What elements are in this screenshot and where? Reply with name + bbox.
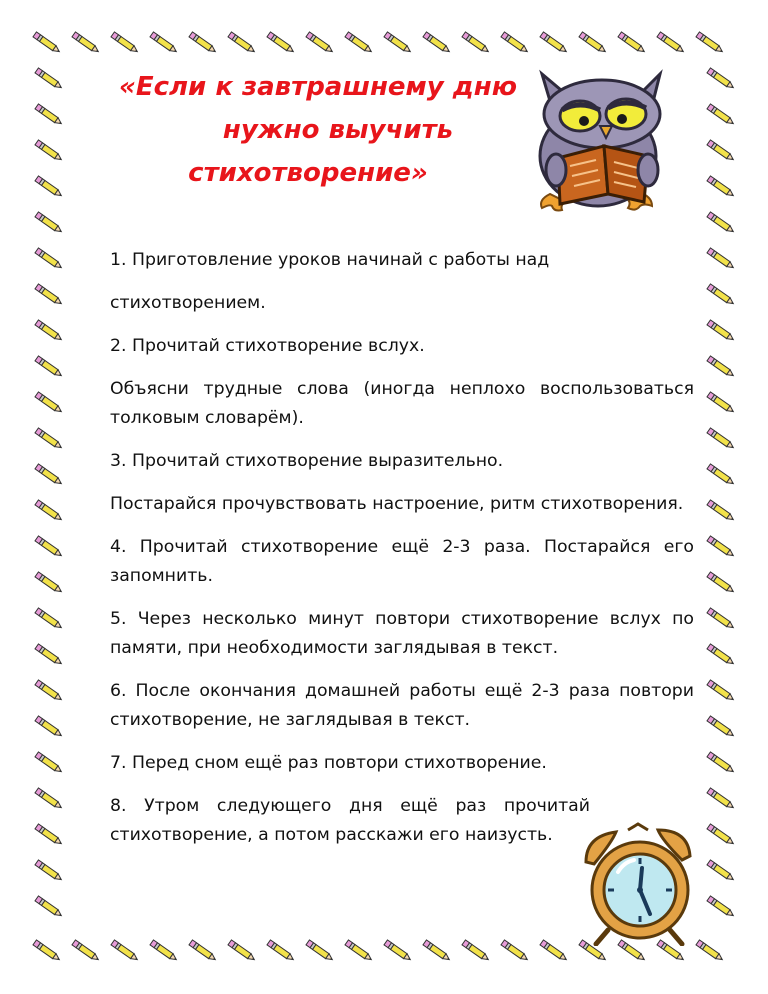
pencil-icon xyxy=(704,894,738,920)
pencil-icon xyxy=(704,66,738,92)
pencil-icon xyxy=(704,246,738,272)
pencil-icon xyxy=(704,174,738,200)
pencil-icon xyxy=(32,462,66,488)
pencil-icon xyxy=(32,570,66,596)
pencil-icon xyxy=(704,354,738,380)
paragraph: стихотворением. xyxy=(110,293,266,313)
pencil-icon xyxy=(69,30,103,56)
alarm-clock-illustration xyxy=(578,822,698,946)
pencil-icon xyxy=(693,938,727,964)
paragraph: 8. Утром следующего дня ещё раз прочитай стихотворение, а потом расскажи его наизусть. xyxy=(110,796,590,845)
pencil-icon xyxy=(186,938,220,964)
pencil-icon xyxy=(704,498,738,524)
pencil-icon xyxy=(32,174,66,200)
pencil-icon xyxy=(32,210,66,236)
paragraph: 2. Прочитай стихотворение вслух. xyxy=(110,336,425,356)
pencil-icon xyxy=(32,282,66,308)
pencil-icon xyxy=(615,30,649,56)
pencil-icon xyxy=(32,642,66,668)
paragraph: 1. Приготовление уроков начинай с работы над xyxy=(110,250,550,270)
pencil-icon xyxy=(704,642,738,668)
pencil-icon xyxy=(303,938,337,964)
pencil-icon xyxy=(32,426,66,452)
pencil-icon xyxy=(108,30,142,56)
pencil-icon xyxy=(342,938,376,964)
pencil-icon xyxy=(537,938,571,964)
page-title xyxy=(118,66,518,195)
title-line: «Если к завтрашнему дню xyxy=(118,72,518,102)
pencil-icon xyxy=(32,66,66,92)
pencil-icon xyxy=(704,678,738,704)
pencil-icon xyxy=(32,498,66,524)
pencil-icon xyxy=(704,462,738,488)
pencil-icon xyxy=(459,938,493,964)
pencil-icon xyxy=(498,30,532,56)
pencil-icon xyxy=(303,30,337,56)
pencil-icon xyxy=(498,938,532,964)
pencil-icon xyxy=(32,318,66,344)
pencil-icon xyxy=(186,30,220,56)
pencil-icon xyxy=(704,426,738,452)
pencil-icon xyxy=(32,246,66,272)
pencil-icon xyxy=(225,938,259,964)
pencil-icon xyxy=(704,138,738,164)
pencil-icon xyxy=(420,938,454,964)
paragraph: 4. Прочитай стихотворение ещё 2-3 раза. Постарайся его запомнить. xyxy=(110,537,694,586)
pencil-icon xyxy=(32,786,66,812)
pencil-icon xyxy=(69,938,103,964)
pencil-icon xyxy=(704,282,738,308)
pencil-icon xyxy=(32,534,66,560)
pencil-icon xyxy=(342,30,376,56)
pencil-icon xyxy=(537,30,571,56)
pencil-icon xyxy=(147,30,181,56)
pencil-icon xyxy=(108,938,142,964)
paragraph: 7. Перед сном ещё раз повтори стихотворение. xyxy=(110,753,547,773)
pencil-icon xyxy=(32,606,66,632)
pencil-icon xyxy=(30,938,64,964)
title-line: стихотворение» xyxy=(188,158,428,188)
paragraph: 5. Через несколько минут повтори стихотворение вслух по памяти, при необходимости заглядывая в текст. xyxy=(110,609,694,658)
title-line: нужно выучить xyxy=(222,115,454,145)
pencil-icon xyxy=(30,30,64,56)
pencil-icon xyxy=(693,30,727,56)
pencil-icon xyxy=(225,30,259,56)
pencil-icon xyxy=(704,210,738,236)
pencil-icon xyxy=(32,822,66,848)
pencil-icon xyxy=(32,102,66,128)
pencil-icon xyxy=(32,390,66,416)
pencil-icon xyxy=(32,354,66,380)
pencil-icon xyxy=(32,858,66,884)
pencil-icon xyxy=(704,822,738,848)
pencil-icon xyxy=(32,678,66,704)
pencil-icon xyxy=(704,750,738,776)
pencil-icon xyxy=(654,30,688,56)
pencil-icon xyxy=(420,30,454,56)
pencil-icon xyxy=(381,30,415,56)
pencil-icon xyxy=(704,102,738,128)
pencil-icon xyxy=(576,30,610,56)
pencil-icon xyxy=(704,786,738,812)
pencil-icon xyxy=(704,714,738,740)
paragraph: Постарайся прочувствовать настроение, ритм стихотворения. xyxy=(110,494,684,514)
owl-reading-book-illustration xyxy=(520,66,690,216)
pencil-icon xyxy=(704,318,738,344)
pencil-icon xyxy=(264,938,298,964)
pencil-icon xyxy=(704,390,738,416)
pencil-icon xyxy=(32,138,66,164)
instructions-text xyxy=(110,246,694,850)
pencil-icon xyxy=(32,750,66,776)
paragraph: 6. После окончания домашней работы ещё 2-3 раза повтори стихотворение, не заглядывая в текст. xyxy=(110,681,694,730)
pencil-icon xyxy=(32,714,66,740)
paragraph: 3. Прочитай стихотворение выразительно. xyxy=(110,451,504,471)
pencil-icon xyxy=(704,570,738,596)
pencil-icon xyxy=(704,534,738,560)
pencil-icon xyxy=(704,858,738,884)
pencil-icon xyxy=(459,30,493,56)
pencil-icon xyxy=(32,894,66,920)
pencil-icon xyxy=(381,938,415,964)
paragraph: Объясни трудные слова (иногда неплохо воспользоваться толковым словарём). xyxy=(110,379,694,428)
pencil-icon xyxy=(147,938,181,964)
pencil-icon xyxy=(264,30,298,56)
pencil-icon xyxy=(704,606,738,632)
